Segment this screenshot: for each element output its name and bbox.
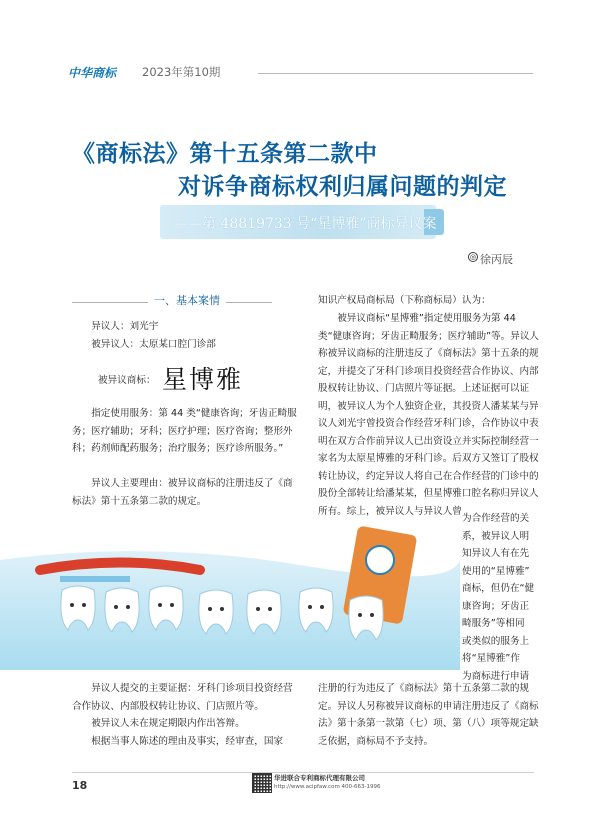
mark-label: 被异议商标： [98, 375, 156, 386]
footer-website: http://www.acipfaw.com 400-663-1996 [274, 784, 381, 790]
left-paragraph: 异议人提交的主要证据：牙科门诊项目投资经营合作协议、内部股权转让协议、门店照片等。 [72, 683, 293, 712]
copyright-circle-icon: ◎ [469, 253, 477, 261]
page-number: 18 [72, 779, 88, 792]
right-narrow-block: 为合作经营的关 系，被异议人明 知异议人有在先 使用的“星博雅” 商标，但仍在“健 康咨询；牙齿正 畸服务”等相同 或类似的服务上 将“星博雅”作 为商标进行申请 [462, 513, 535, 682]
footer-company: 华进联合专利商标代理有限公司 [274, 774, 365, 782]
left-paragraph: 异议人主要理由：被异议商标的注册违反了《商标法》第十五条第二款的规定。 [72, 478, 293, 507]
article-title-line1: 《商标法》第十五条第二款中 [72, 140, 378, 167]
dental-illustration [0, 520, 600, 670]
left-paragraph: 指定使用服务：第 44 类“健康咨询；牙齿正畸服务；医疗辅助；牙科；医疗护理；医疗咨询；整形外科；药剂师配药服务；治疗服务；医疗诊所服务。” [72, 408, 297, 454]
issue-label: 2023年第10期 [142, 65, 221, 79]
section-heading: 一、基本案情 [148, 292, 226, 308]
right-paragraph: 知识产权局商标局（下称商标局）认为： [318, 295, 491, 306]
journal-logo: 中华商标 [68, 66, 117, 80]
right-paragraph: 被异议商标“星博雅”指定使用服务为第 44 类“健康咨询；牙齿正畸服务；医疗辅助”等。异议人称被异议商标的注册违反了《商标法》第十五条的规定，并提交了牙科门诊项目投资经营合作协议、内部股权转让协议、门店照片等证据。上述证据可以证明，被异议人为个人独资企业，其投资人潘某某与异议人刘光宇曾投资合作经营牙科门诊，合作协议中表明在双方合作前异议人已出资设立并实际控制经营一家名为太原星博雅的牙科门诊。后双方又签订了股权转让协议，约定异议人将自己在合作经营的门诊中的股份全部转让给潘某某，但星博雅口腔名称归异议人所有。综上，被异议人与异议人曾 [318, 313, 540, 517]
article-title-line2: 对诉争商标权利归属问题的判定 [178, 173, 507, 200]
qr-code-icon [252, 773, 272, 793]
opposed-mark: 星博雅 [162, 365, 244, 394]
left-paragraph: 被异议人：太原某口腔门诊部 [91, 339, 216, 350]
article-subtitle: ——第 48819733 号“星博雅”商标异议案 [174, 216, 437, 232]
subtitle-banner [160, 205, 436, 239]
right-paragraph: 注册的行为违反了《商标法》第十五条第二款的规定。异议人另称被异议商标的申请注册违反了《商标法》第十条第一款第（七）项、第（八）项等规定缺乏依据，商标局不予支持。 [318, 683, 539, 747]
author-name: 徐丙辰 [480, 253, 513, 266]
header-divider [258, 73, 533, 74]
left-paragraph: 根据当事人陈述的理由及事实，经审查，国家 [91, 736, 284, 747]
left-paragraph: 被异议人未在规定期限内作出答辩。 [91, 718, 245, 729]
left-paragraph: 异议人：刘光宇 [91, 321, 159, 332]
